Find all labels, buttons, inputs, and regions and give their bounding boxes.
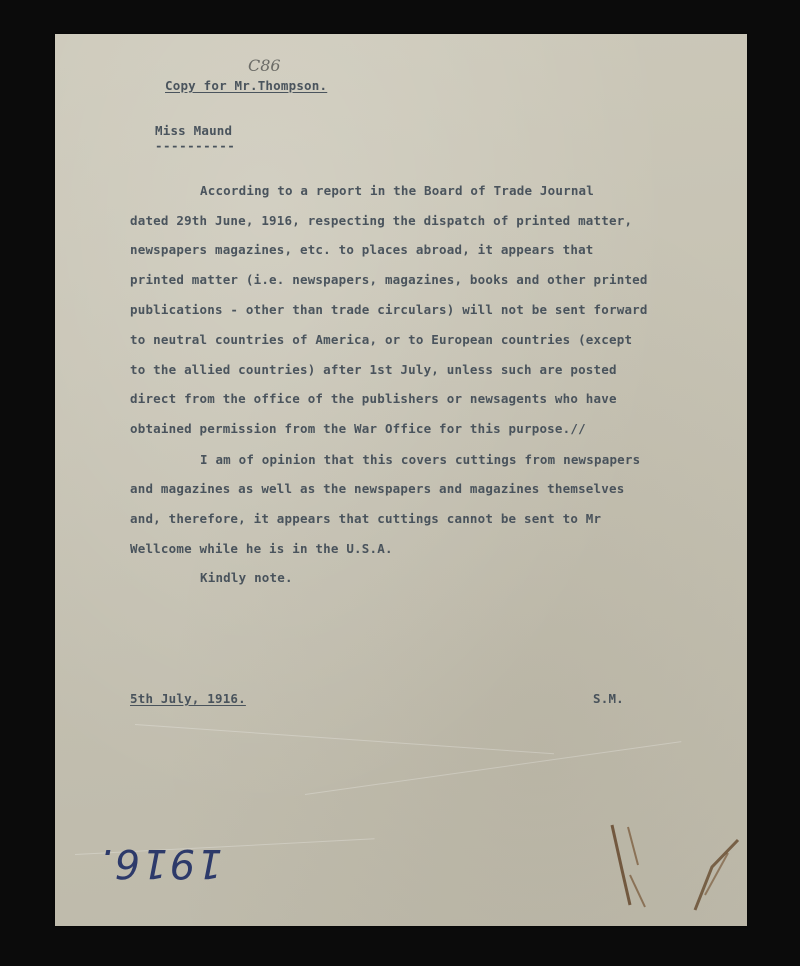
- body-line: to neutral countries of America, or to European countries (except: [130, 332, 633, 347]
- body-line: I am of opinion that this covers cuttings from newspapers: [200, 452, 641, 467]
- addressee: Miss Maund: [155, 123, 233, 138]
- body-line: and, therefore, it appears that cuttings cannot be sent to Mr: [130, 511, 602, 526]
- body-line: Kindly note.: [200, 570, 293, 585]
- rust-stain-icon: [600, 815, 745, 920]
- paper-crease: [135, 724, 554, 754]
- body-line: direct from the office of the publishers or newsagents who have: [130, 391, 617, 406]
- addressee-rule: ----------: [155, 138, 236, 153]
- body-line: According to a report in the Board of Trade Journal: [200, 183, 595, 198]
- pencil-annotation: C86: [248, 56, 281, 75]
- signature-initials: S.M.: [593, 691, 624, 706]
- body-line: to the allied countries) after 1st July, unless such are posted: [130, 362, 617, 377]
- body-line: and magazines as well as the newspapers and magazines themselves: [130, 481, 625, 496]
- copy-header: Copy for Mr.Thompson.: [165, 78, 328, 93]
- body-line: printed matter (i.e. newspapers, magazines, books and other printed: [130, 272, 648, 287]
- body-line: Wellcome while he is in the U.S.A.: [130, 541, 393, 556]
- body-line: dated 29th June, 1916, respecting the dispatch of printed matter,: [130, 213, 633, 228]
- body-line: newspapers magazines, etc. to places abroad, it appears that: [130, 242, 594, 257]
- body-line: publications - other than trade circulars) will not be sent forward: [130, 302, 648, 317]
- document-date: 5th July, 1916.: [130, 691, 246, 706]
- handwritten-year: 1916.: [98, 840, 223, 886]
- document-page: [55, 34, 747, 926]
- body-line: obtained permission from the War Office for this purpose.//: [130, 421, 586, 436]
